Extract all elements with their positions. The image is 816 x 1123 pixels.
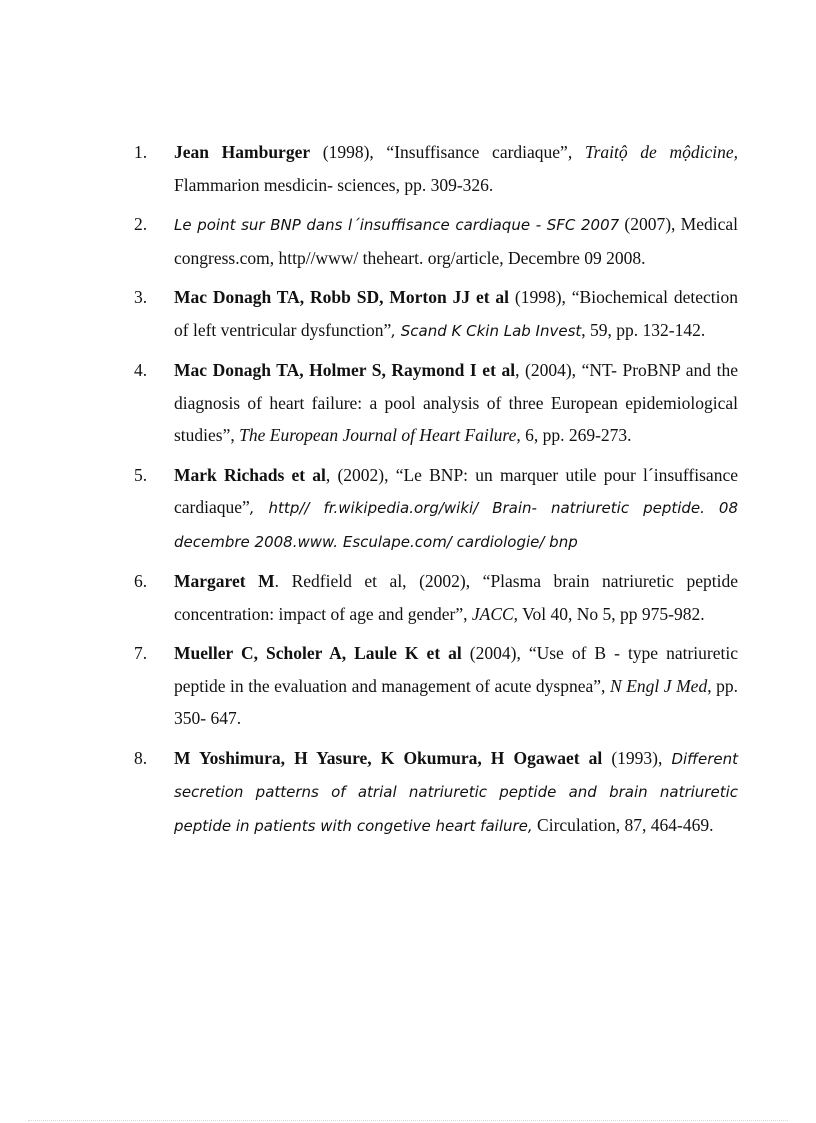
reference-text: Circulation, 87, 464-469.: [532, 814, 714, 835]
reference-number: 3.: [134, 287, 148, 307]
reference-item: [134, 565, 738, 630]
reference-title: Le point sur BNP dans l´insuffisance cardiaque - SFC 2007: [174, 216, 620, 234]
reference-author: Mac Donagh TA, Holmer S, Raymond I et al: [174, 360, 516, 380]
reference-item: [134, 637, 738, 735]
reference-text: , (2004), “NT- ProBNP and the diagnosis of heart failure: a pool analysis of three European epidemiological studies”,: [174, 360, 738, 445]
reference-link: , http// fr.wikipedia.org/wiki/ Brain- natriuretic peptide. 08 decembre 2008.www. Esculape.com/ cardiologie/ bnp: [174, 499, 738, 551]
reference-item: [134, 459, 738, 559]
reference-journal: , Scand K Ckin Lab Invest: [391, 321, 582, 340]
reference-text: (2004), “Use of B - type natriuretic peptide in the evaluation and management of acute dyspnea”,: [174, 643, 738, 696]
reference-number: 7.: [134, 643, 148, 663]
page-bottom-divider: [28, 1120, 788, 1121]
reference-number: 8.: [134, 747, 148, 768]
reference-item: [134, 136, 738, 201]
reference-text: , Vol 40, No 5, pp 975-982.: [513, 603, 705, 624]
reference-item: [134, 208, 738, 274]
reference-text: (1993),: [602, 747, 672, 768]
reference-author: Mac Donagh TA, Robb SD, Morton JJ et al: [174, 287, 510, 307]
reference-text: , 6, pp. 269-273.: [516, 425, 632, 445]
reference-list: [0, 136, 816, 849]
reference-author: Margaret M: [174, 571, 275, 591]
reference-number: 6.: [134, 571, 148, 591]
reference-number: 5.: [134, 464, 148, 485]
reference-text: (1998), “Insuffisance cardiaque”,: [310, 142, 585, 162]
reference-journal: JACC: [471, 603, 514, 624]
reference-journal: N Engl J Med: [609, 675, 708, 696]
reference-text: . Redfield et al, (2002), “Plasma brain natriuretic peptide concentration: impact of age and gender”,: [174, 571, 738, 624]
reference-author: M Yoshimura, H Yasure, K Okumura, H Ogawaet al: [174, 747, 603, 768]
reference-author: Mark Richads et al: [174, 464, 326, 485]
reference-title: Different secretion patterns of atrial natriuretic peptide and brain natriuretic peptide in patients with congetive heart failure,: [174, 749, 739, 835]
reference-number: 1.: [134, 142, 148, 162]
reference-number: 4.: [134, 360, 148, 380]
reference-journal: The European Journal of Heart Failure: [239, 425, 517, 445]
reference-number: 2.: [134, 214, 148, 234]
reference-journal: Traitộ de mộdicine,: [584, 142, 738, 162]
reference-item: [134, 354, 738, 452]
reference-text: (1998), “Biochemical detection of left ventricular dysfunction”: [174, 287, 738, 340]
reference-text: (2007), Medical congress.com, http//www/ theheart. org/article, Decembre 09 2008.: [174, 214, 738, 268]
reference-text: , 59, pp. 132-142.: [581, 319, 706, 340]
reference-text: Flammarion mesdicin- sciences, pp. 309-326.: [174, 174, 494, 195]
reference-author: Jean Hamburger: [174, 142, 311, 162]
reference-text: , (2002), “Le BNP: un marquer utile pour l´insuffisance cardiaque”: [174, 464, 738, 517]
reference-author: Mueller C, Scholer A, Laule K et al: [174, 643, 462, 663]
reference-item: [134, 742, 739, 843]
reference-text: , pp. 350- 647.: [174, 675, 738, 728]
reference-item: [134, 281, 738, 347]
